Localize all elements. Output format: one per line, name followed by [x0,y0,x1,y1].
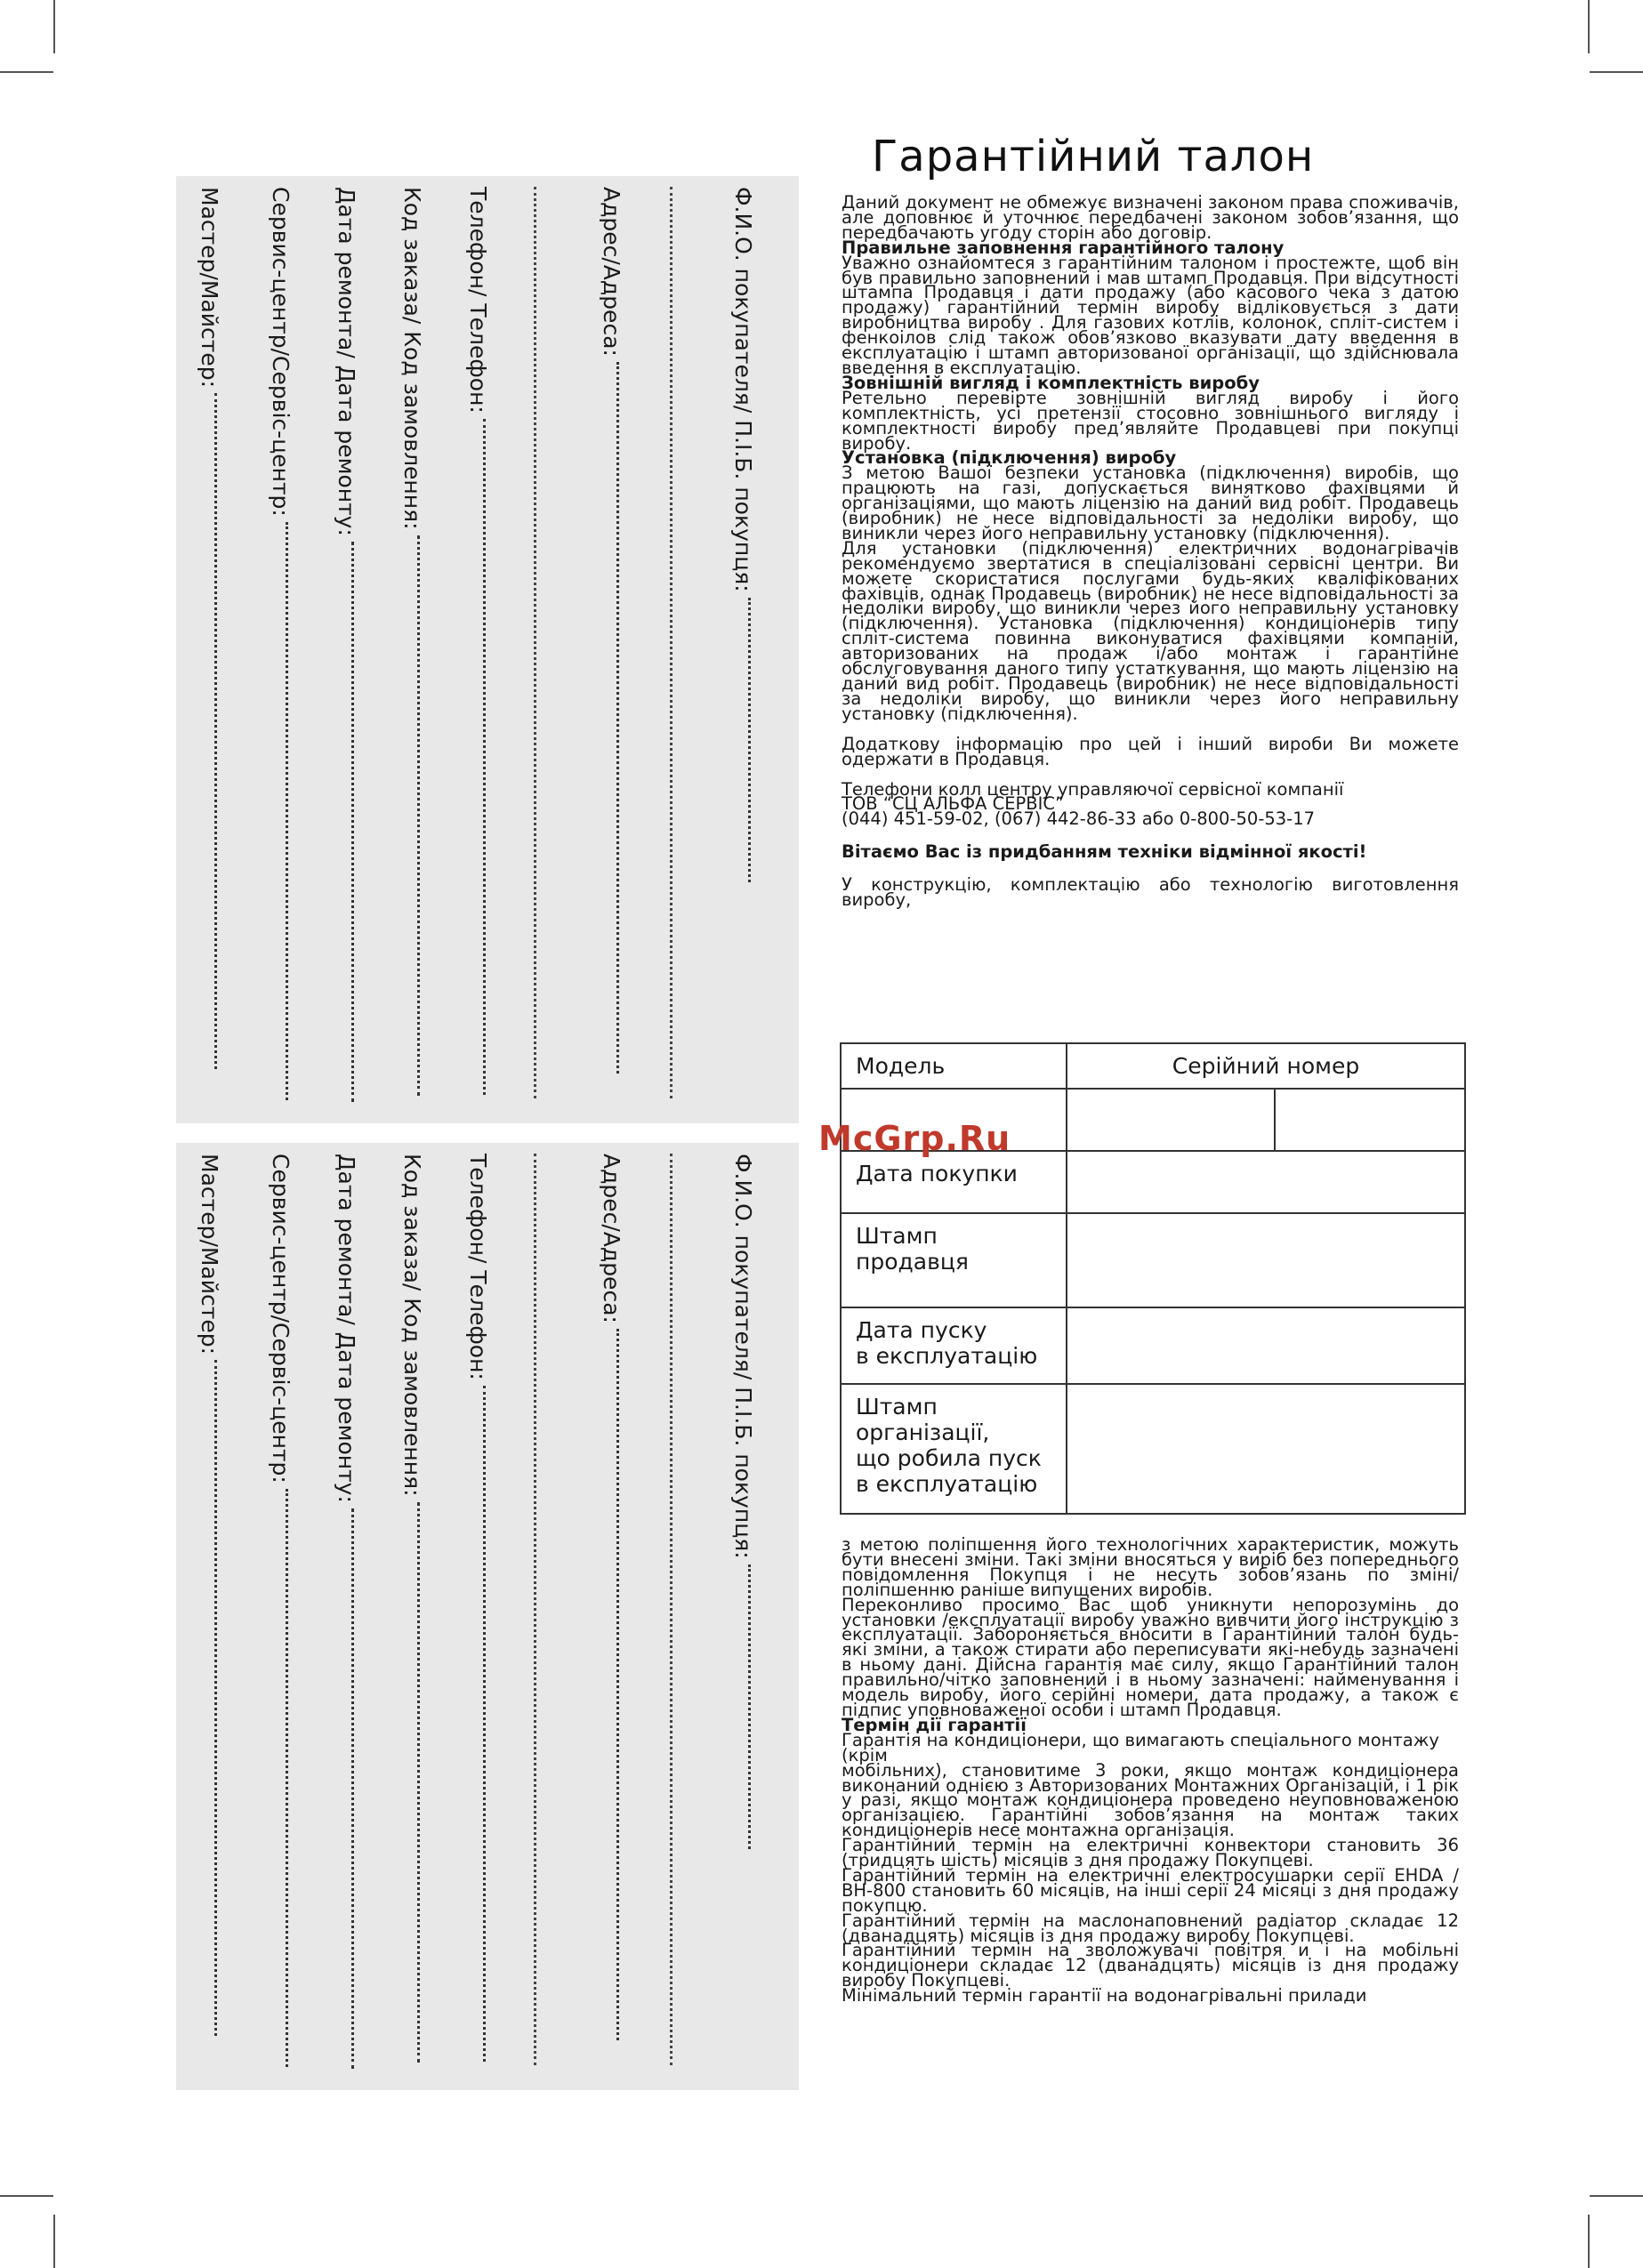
fill-line [286,522,294,1100]
fill-line [534,187,536,1098]
purchase-date-cell[interactable] [1067,1151,1465,1213]
coupon-field-master[interactable]: Мастер/Майстер: [196,187,222,1103]
serial-cell[interactable] [1067,1089,1275,1151]
terms-block [842,1534,1459,2007]
watermark: McGrp.Ru [818,1119,1011,1158]
fill-line [616,1329,624,2040]
warranty-line: Гарантійний термін на зволожувачі повітря и і на мобільні кондиціонери складає 12 (дванадцять) місяців із дня продажу виробу Покупцеві. [842,1940,1459,1991]
coupon-field-master[interactable]: Мастер/Майстер: [196,1154,222,2070]
warranty-line: Гарантійний термін на маслонаповнений радіатор складає 12 (дванадцять) місяців із дня продажу виробу Покупцеві. [842,1910,1459,1946]
fill-line [534,1154,536,2065]
seller-stamp-label: Штамп продавця [841,1213,1067,1307]
request-text: Переконливо просимо Вас щоб уникнути непорозумінь до установки /експлуатації виробу уважно вивчити його інструкцію з експлуатації. Забороняється вносити в Гарантійний талон будь-які зміни, а також стирати або переписувати які-небудь зазначені в ньому дані. Дійсна гарантія має силу, якщо Гарантійний талон правильно/чітко заповнений і в ньому зазначені: найменування і модель виробу, його серійні номери, дата продажу, а також є підпис уповноваженої особи і штамп Продавця. [842,1594,1459,1720]
model-label: Модель [841,1043,1067,1089]
section-body: Уважно ознайомтеся з гарантійним талоном і простежте, щоб він був правильно заповнений і мав штамп Продавця. При відсутності штампа Продавця і дати продажу (або касового чека з датою продажу) гарантійний термін виробу відліковується з дати виробництва виробу . Для газових котлів, колонок, спліт-систем і фенкоілов слід також обов’язково вказувати дату введення в експлуатацію і штамп авторизованої організації, що здійснювала введення в експлуатацію. [842,252,1459,378]
fill-line [616,362,624,1074]
warranty-line: Гарантія на кондиціонери, що вимагають спеціального монтажу (крім [842,1729,1439,1765]
greeting: Вітаємо Вас із придбанням техніки відмінної якості! [842,841,1367,863]
page-title: Гарантійний талон [872,132,1315,181]
warranty-line: Гарантійний термін на електричні електросушарки серії EHDA / BH-800 становить 60 місяців, на інші серії 24 місяці з дня продажу покупцю. [842,1864,1459,1916]
crop-mark [1590,71,1643,73]
seller-stamp-cell[interactable] [1067,1213,1465,1307]
purchase-date-label: Дата покупки [841,1151,1067,1213]
coupon-field-service-center[interactable]: Сервис-центр/Сервіс-центр: [267,1154,294,2070]
crop-mark [53,0,55,53]
crop-mark [0,2195,53,2197]
section-heading: Зовнішній вигляд і комплектність виробу [842,372,1260,393]
fill-line [670,187,673,1098]
section-heading: Термін дії гарантії [842,1714,1027,1735]
crop-mark [0,71,53,73]
section-body: Для установки (підключення) електричних водонагрівачів рекомендуємо звертатися в спеціалізовані сервісні центри. Ви можете скористатися послугами будь-яких кваліфікованих фахівців, однак Продавець (виробник) не несе відповідальності за недоліки виробу, що виникли через його неправильну установку (підключення). Установка (підключення) кондиціонерів типу спліт-система повинна виконуватися фахівцями компаній, авторизованих на продаж і/або монтаж і гарантійне обслуговування даного типу устаткування, що мають ліцензію на даний вид робіт. Продавець (виробник) не несе відповідальності за недоліки виробу, що виникли через його неправильну установку (підключення). [842,537,1459,724]
commission-date-cell[interactable] [1067,1307,1465,1384]
fill-line [748,1564,756,1849]
section-body: Ретельно перевірте зовнішній вигляд виробу і його комплектність, усі претензії стосовно зовнішнього вигляду і комплектності виробу пред’являйте Продавцеві при покупці виробу. [842,387,1459,454]
fill-line [214,393,222,1069]
org-stamp-label: Штамп організації, що робила пуск в експлуатацію [841,1384,1067,1514]
coupon-field-repair-date[interactable]: Дата ремонта/ Дата ремонту: [333,187,359,1103]
warranty-line: Мінімальний термін гарантії на водонагрівальні прилади [842,1985,1367,2007]
coupon-field-name[interactable]: Ф.И.О. покупателя/ П.І.Б. покупця: [729,1154,756,2070]
fill-line [748,598,756,882]
coupon-field-address[interactable]: Адрес/Адреса: [598,187,624,1103]
service-coupon-top [176,176,799,1123]
coupon-field-order-code[interactable]: Код заказа/ Код замовлення: [399,187,425,1103]
section-body: З метою Вашої безпеки установка (підключення) виробів, що працюють на газі, допускається винятково фахівцями й організаціями, що мають ліцензію на даний вид робіт. Продавець (виробник) не несе відповідальності за недоліки виробу, що виникли через його неправильну установку (підключення). [842,462,1459,543]
after-table-text: з метою поліпшення його технологічних характеристик, можуть бути внесені зміни. Такі зміни вносяться у виріб без попереднього повідомлення Покупця і не несуть зобов’язань по зміні/поліпшенню раніше випущених виробів. [842,1534,1459,1600]
fill-line [417,1502,425,2063]
contacts-phones: (044) 451-59-02, (067) 442-86-33 або 0-800-50-53-17 [842,808,1316,830]
contacts-line: ТОВ “СЦ АЛЬФА СЕРВІС” [842,793,1065,815]
coupon-field-phone[interactable]: Телефон/ Телефон: [464,187,491,1103]
coupon-field-address[interactable]: Адрес/Адреса: [598,1154,624,2070]
warranty-table [840,1042,1466,1515]
coupon-field-phone[interactable]: Телефон/ Телефон: [464,1154,491,2070]
org-stamp-cell[interactable] [1067,1384,1465,1514]
fill-line [351,542,359,1102]
fill-line [483,1386,491,2062]
section-heading: Правильне заповнення гарантійного талону [842,237,1285,258]
fill-line [214,1360,222,2036]
fill-line [417,535,425,1096]
coupon-field-order-code[interactable]: Код заказа/ Код замовлення: [399,1154,425,2070]
coupon-field-name[interactable]: Ф.И.О. покупателя/ П.І.Б. покупця: [729,187,756,1103]
contacts-block [842,778,1459,830]
section-heading: Установка (підключення) виробу [842,447,1177,469]
additional-info: Додаткову інформацію про цей і інший вироби Ви можете одержати в Продавця. [842,733,1459,769]
crop-mark [1588,0,1590,53]
crop-mark [1588,2215,1590,2268]
serial-label: Серійний номер [1067,1043,1465,1089]
construction-intro: У конструкцію, комплектацію або технологію виготовлення виробу, [842,874,1459,911]
coupon-field-repair-date[interactable]: Дата ремонта/ Дата ремонту: [333,1154,359,2070]
fill-line [286,1489,294,2067]
contacts-line: Телефони колл центру управляючої сервісної компанії [842,778,1344,800]
fill-line [483,419,491,1095]
commission-date-label: Дата пуску в експлуатацію [841,1307,1067,1384]
crop-mark [1590,2195,1643,2197]
coupon-field-service-center[interactable]: Сервис-центр/Сервіс-центр: [267,187,294,1103]
intro-text: Даний документ не обмежує визначені законом права споживачів, але доповнює й уточнює передбачені законом зобов’язання, що передбачають угоду сторін або договір. [842,192,1460,243]
service-coupon-bottom [176,1143,799,2090]
warranty-line: Гарантійний термін на електричні конвектори становить 36 (тридцять шість) місяців з дня продажу Покупцеві. [842,1835,1459,1871]
warranty-line: мобільних), становитиме 3 роки, якщо монтаж кондиціонера виконаний однією з Авторизованих Монтажних Організацій, і 1 рік у разі, якщо монтаж кондиціонера проведено неуповноваженою організацією. Гарантійні зобов’язання на монтаж таких кондиціонерів несе монтажна організація. [842,1759,1459,1841]
crop-mark [53,2215,55,2268]
intro-block [842,192,1460,911]
fill-line [670,1154,673,2065]
fill-line [351,1508,359,2069]
serial-cell[interactable] [1275,1089,1465,1151]
